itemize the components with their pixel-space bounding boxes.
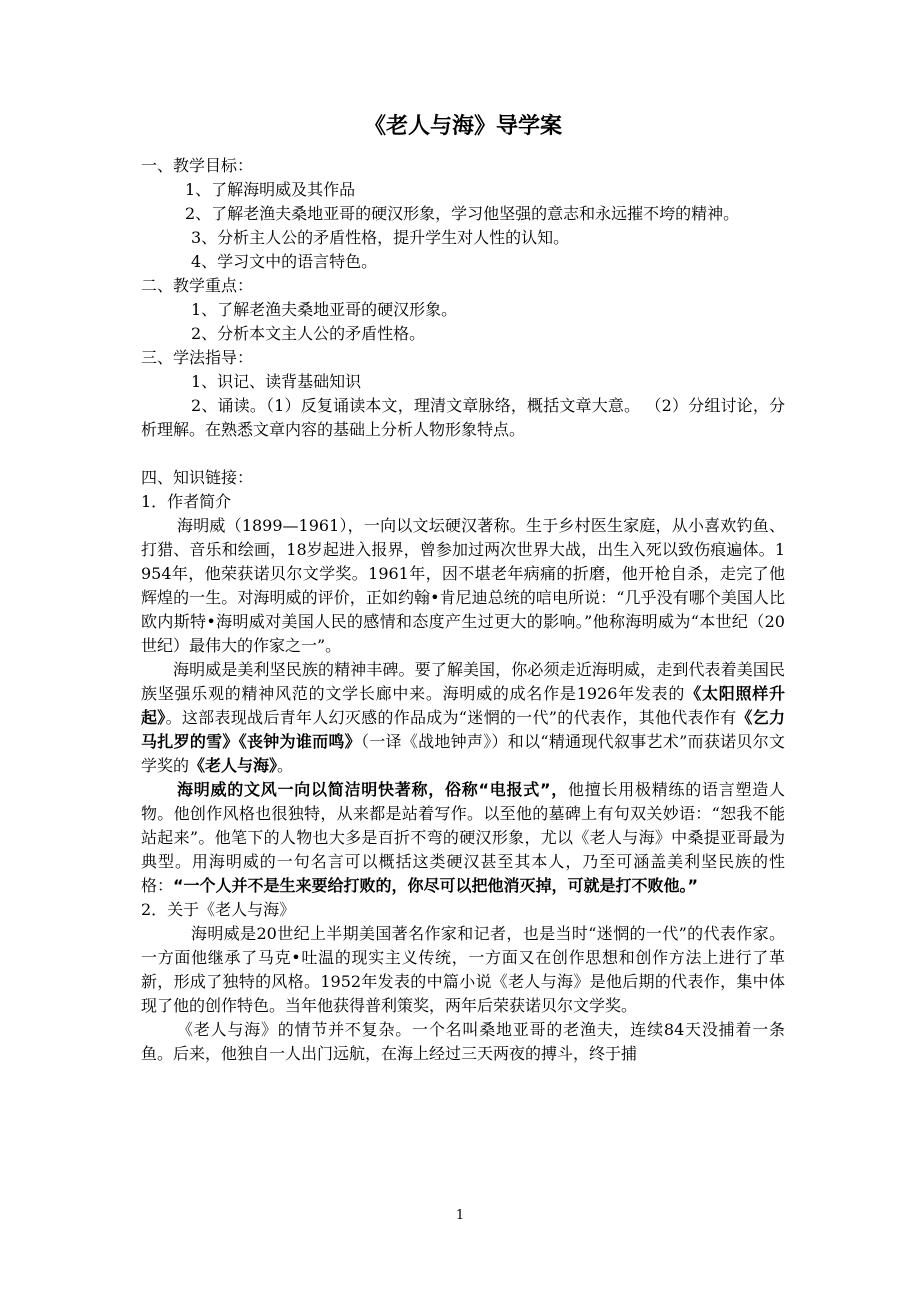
document-page [141,110,785,1066]
goal-item-3: 3、分析主人公的矛盾性格，提升学生对人性的认知。 [191,228,570,247]
section-heading-focus: 二、教学重点： [141,276,254,295]
novel-paragraph-2: 《老人与海》的情节并不复杂。一个名叫桑地亚哥的老渔夫，连续84天没捕着一条鱼。后来，他独自一人出门远航，在海上经过三天两夜的搏斗，终于捕 [141,1020,785,1063]
focus-item-2: 2、分析本文主人公的矛盾性格。 [191,324,426,343]
document-title: 《老人与海》导学案 [363,114,562,139]
section-heading-knowledge: 四、知识链接： [141,468,254,487]
spacer [141,442,785,466]
section-heading-goals: 一、教学目标： [141,156,254,175]
author-paragraph-3 [141,778,785,898]
goal-item-1: 1、了解海明威及其作品 [185,180,356,199]
subheading-novel: 2．关于《老人与海》 [141,900,296,919]
method-item-1: 1、识记、读背基础知识 [191,372,362,391]
bold-quote: “一个人并不是生来要给打败的，你尽可以把他消灭掉，可就是打不败他。” [173,876,699,895]
author-paragraph-2 [141,658,785,778]
novel-paragraph-1: 海明威是20世纪上半期美国著名作家和记者，也是当时“迷惘的一代”的代表作家。一方面他继承了马克•吐温的现实主义传统，一方面又在创作思想和创作方法上进行了革新，形成了独特的风格。1952年发表的中篇小说《老人与海》是他后期的代表作，集中体现了他的创作特色。当年他获得普利策奖，两年后荣获诺贝尔文学奖。 [141,924,785,1015]
text-run: 海明威是美利坚民族的精神丰碑。要了解美国，你必须走近海明威，走到代表着美国民族坚强乐观的精神风范的文学长廊中来。海明威的成名作是1926年发表的 [141,660,785,703]
bold-book-titles: 《乞力马扎罗的雪》《丧钟为谁而鸣》 [141,708,785,751]
author-paragraph-1: 海明威（1899—1961），一向以文坛硬汉著称。生于乡村医生家庭，从小喜欢钓鱼、打猎、音乐和绘画，18岁起进入报界，曾参加过两次世界大战，出生入死以致伤痕遍体。1954年，他荣获诺贝尔文学奖。1961年，因不堪老年病痛的折磨，他开枪自杀，走完了他辉煌的一生。对海明威的评价，正如约翰•肯尼迪总统的唁电所说：“几乎没有哪个美国人比欧内斯特•海明威对美国人民的感情和态度产生过更大的影响。”他称海明威为“本世纪（20世纪）最伟大的作家之一”。 [141,516,785,655]
focus-item-1: 1、了解老渔夫桑地亚哥的硬汉形象。 [191,300,458,319]
section-heading-method: 三、学法指导： [141,348,254,367]
subheading-author: 1．作者简介 [141,492,232,511]
bold-book-title: 《老人与海》 [189,756,278,775]
method-item-2: 2、诵读。（1）反复诵读本文，理清文章脉络，概括文章大意。 （2）分组讨论，分析理解。在熟悉文章内容的基础上分析人物形象特点。 [141,396,785,439]
goal-item-2: 2、了解老渔夫桑地亚哥的硬汉形象，学习他坚强的意志和永远摧不垮的精神。 [185,204,740,223]
page-number: 1 [455,1208,465,1223]
text-run: 他擅长用极精练的语言塑造人物。他创作风格也很独特，从来都是站着写作。以至他的墓碑上有句双关妙语：“恕我不能站起来”。他笔下的人物也大多是百折不弯的硬汉形象，尤以《老人与海》中桑提亚哥最为典型。用海明威的一句名言可以概括这类硬汉甚至其本人，乃至可涵盖美利坚民族的性格： [141,780,785,895]
text-run: 。这部表现战后青年人幻灭感的作品成为“迷惘的一代”的代表作，其他代表作有 [165,708,737,727]
bold-style-note: 海明威的文风一向以简洁明快著称，俗称“电报式”， [177,780,568,799]
goal-item-4: 4、学习文中的语言特色。 [191,252,378,271]
text-run: 。 [277,756,294,775]
text-run: （一译《战地钟声》）和以“精通现代叙事艺术”而获诺贝尔文学奖的 [141,732,785,775]
bold-book-title: 《太阳照样升起》 [141,684,785,727]
